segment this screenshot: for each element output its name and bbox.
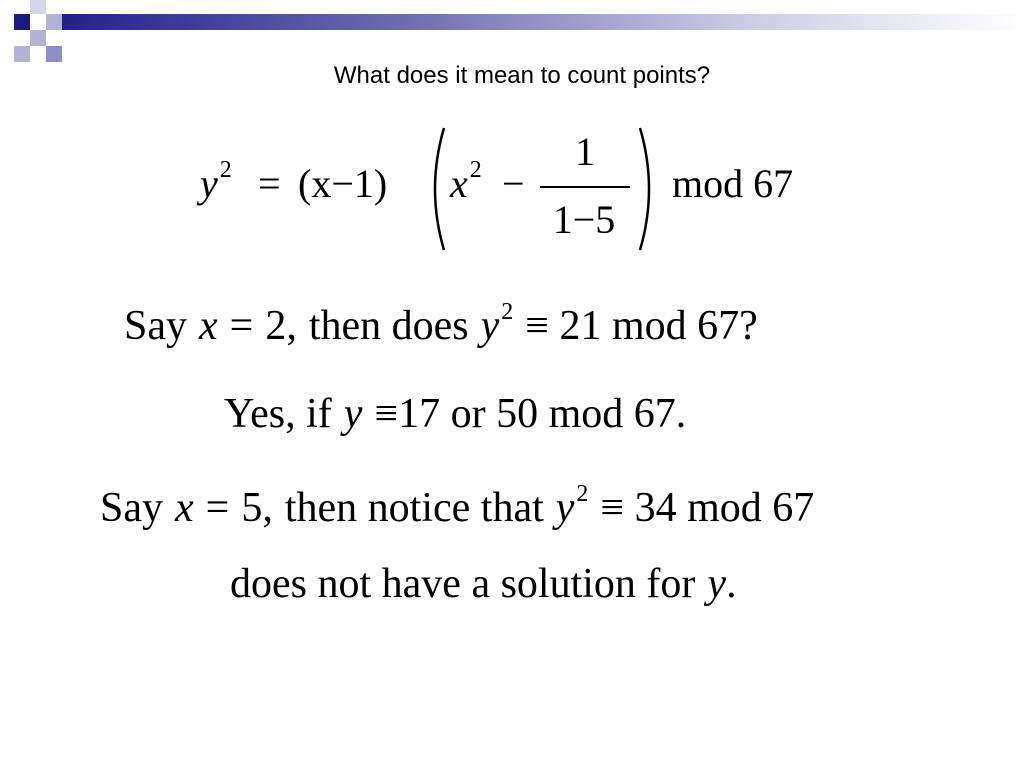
no-solution-line [230,560,737,608]
right-paren-icon [636,126,660,252]
then-does: then does [308,303,469,349]
equals-sign: = [229,303,254,349]
decor-square [46,46,62,62]
var-x: x [175,485,194,531]
say-word: Say [100,485,163,531]
eq-x: x [450,161,468,206]
eq-minus: − [502,161,525,206]
question-line-x2 [124,299,758,350]
solutions-17-50: ≡17 or 50 mod 67. [374,391,687,437]
then-notice: then notice that [284,485,544,531]
decor-square [46,14,62,30]
decor-square [30,0,46,14]
congruence-34: ≡ 34 mod 67 [600,485,815,531]
congruence-21: ≡ 21 mod 67? [525,303,758,349]
var-y: y [707,561,727,607]
slide-title: What does it mean to count points? [333,62,711,89]
eq-equals: = [258,161,281,206]
var-y: y [480,303,500,349]
fraction-numerator: 1 [575,129,595,174]
fraction-denominator: 1−5 [552,197,616,242]
eq-modulus: mod 67 [672,161,794,206]
y-exponent: 2 [501,299,514,325]
decor-square [14,46,30,62]
var-y: y [555,485,575,531]
question-line-x5 [100,481,815,532]
eq-y-exponent: 2 [219,157,232,183]
y-exponent: 2 [576,481,589,507]
period: . [726,561,737,607]
var-y: y [343,391,363,437]
eq-factor: (x−1) [298,161,388,206]
x-value: 2, [265,303,297,349]
left-paren-icon [424,126,448,252]
x-value: 5, [241,485,273,531]
equals-sign: = [205,485,230,531]
say-word: Say [124,303,187,349]
fraction-bar [540,186,630,188]
var-x: x [199,303,218,349]
yes-if: Yes, if [224,391,332,437]
decor-square [14,14,30,30]
decor-gradient-bar [62,14,1024,30]
no-solution-text: does not have a solution for [230,561,696,607]
answer-line [224,390,686,438]
decor-square [30,30,46,46]
eq-x-exponent: 2 [469,157,482,183]
eq-y: y [200,161,218,206]
